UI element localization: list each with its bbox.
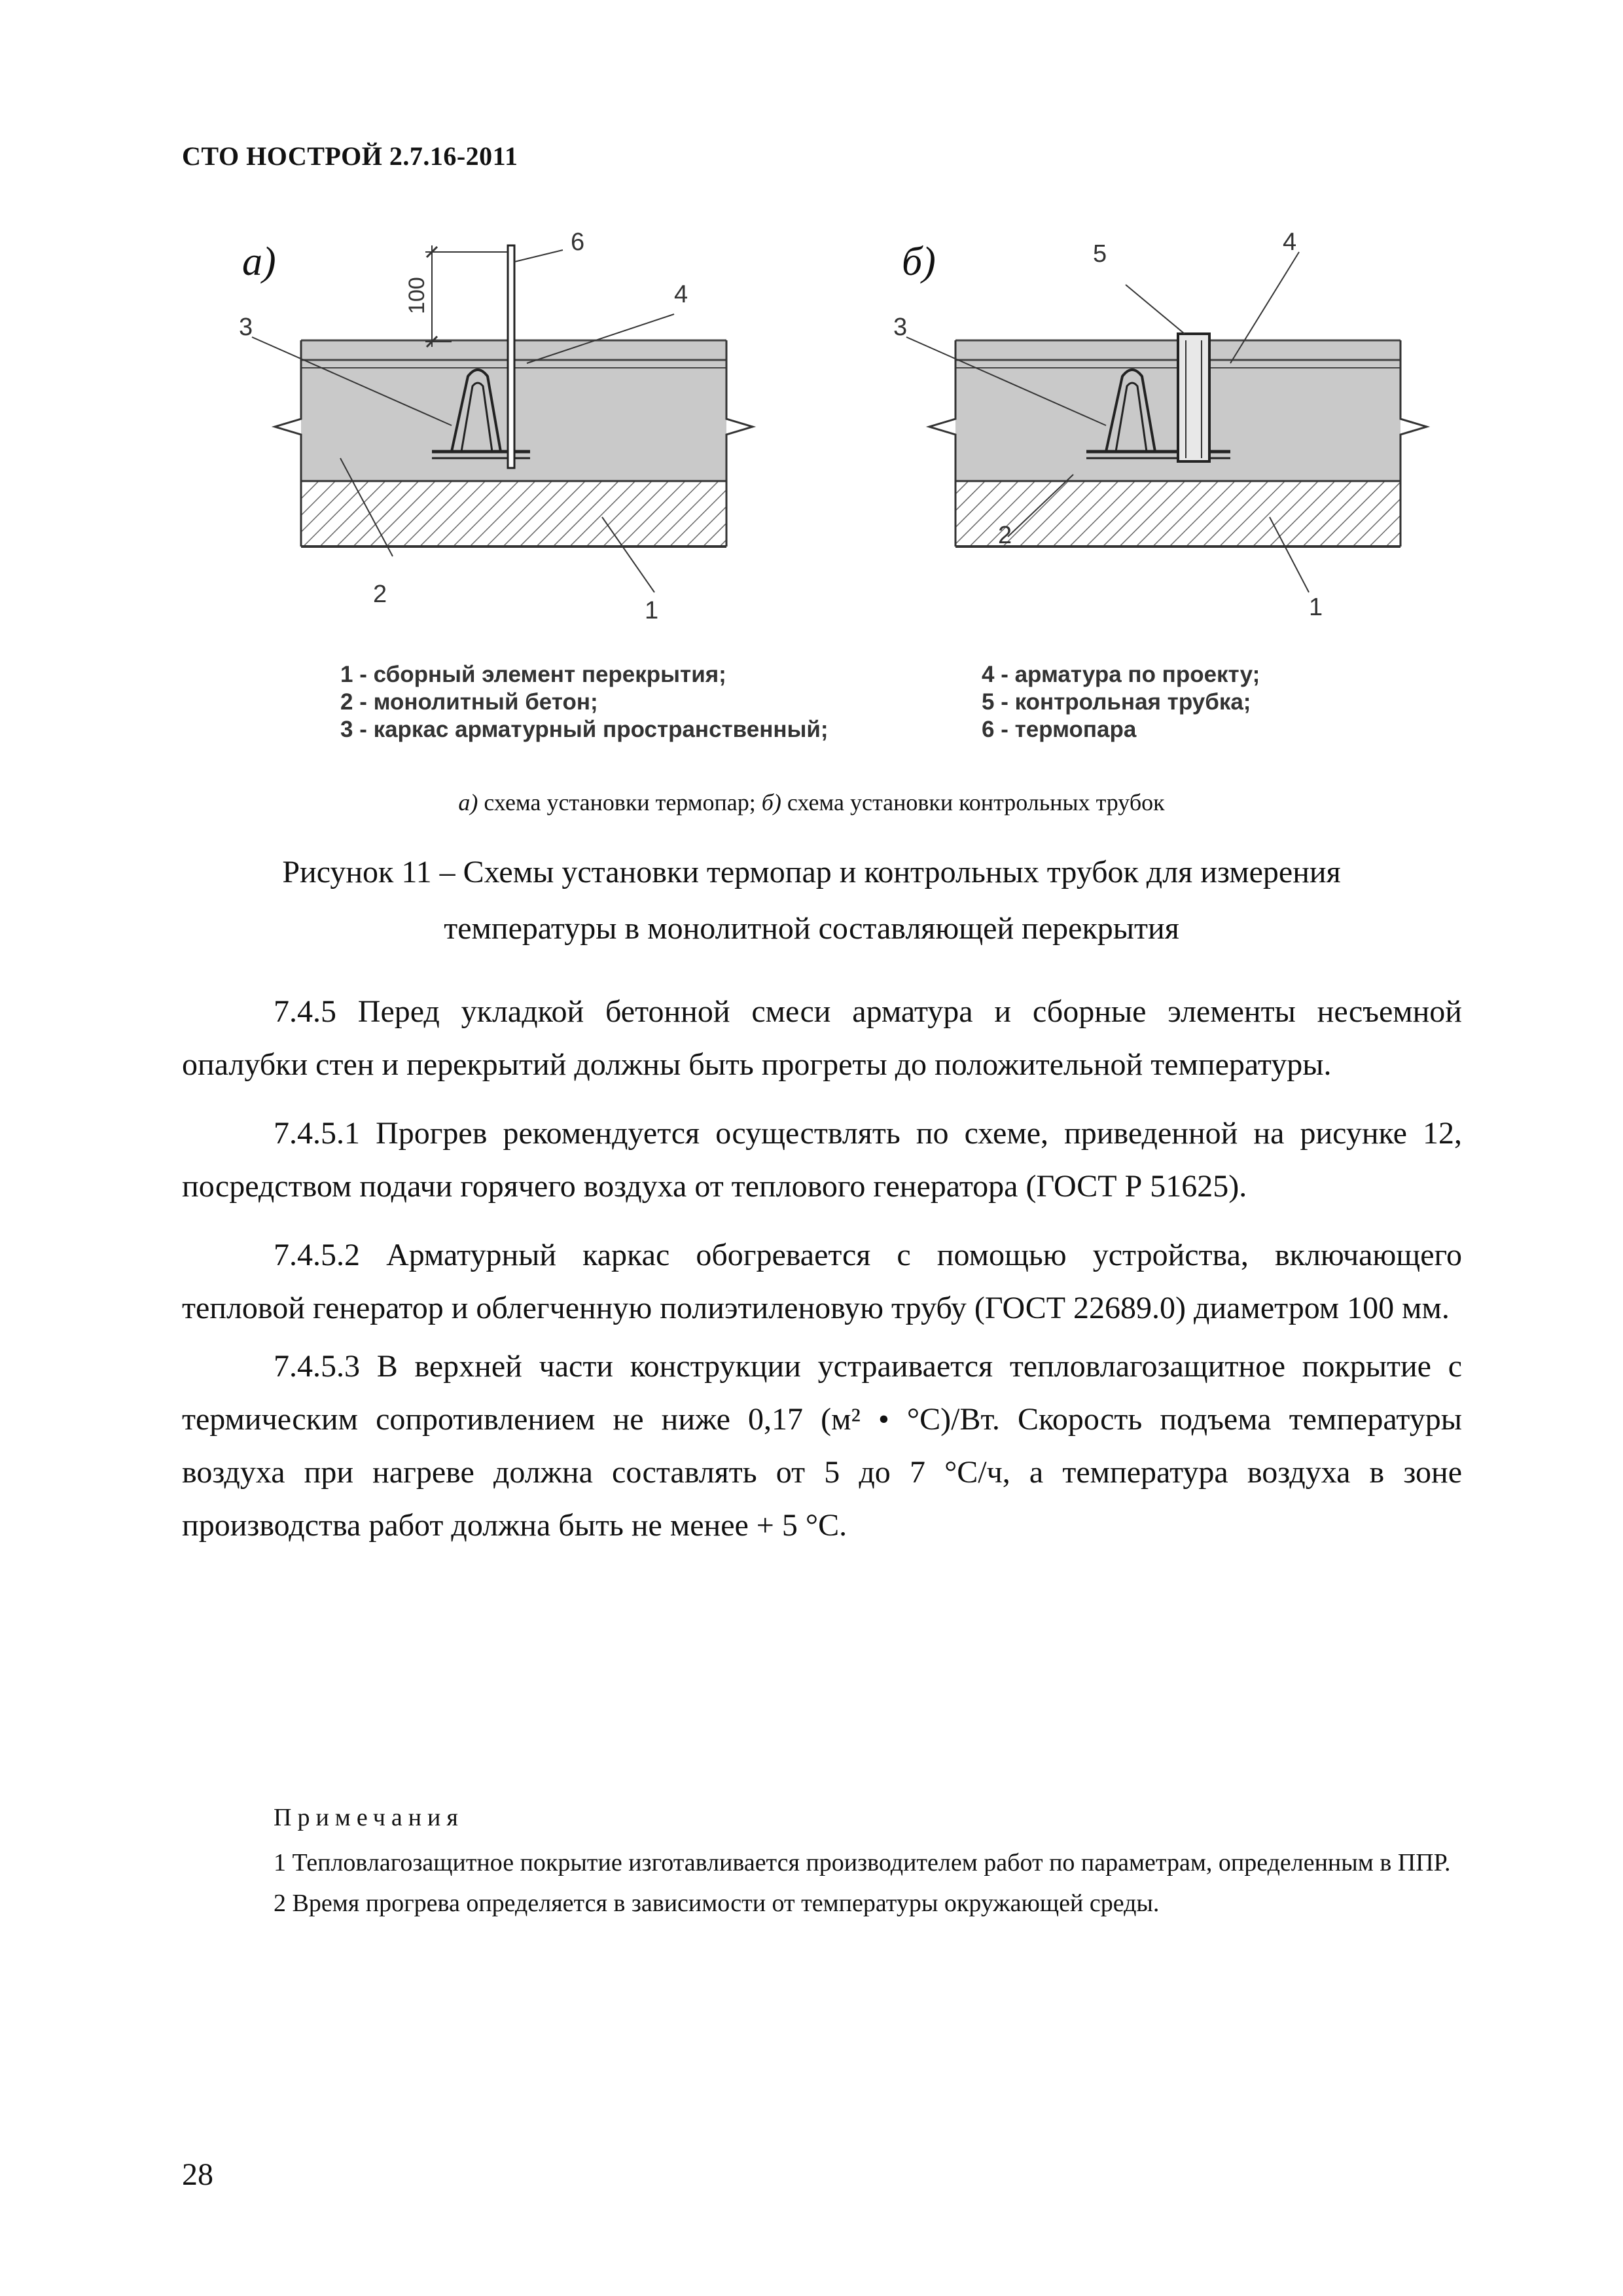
panel-a-thermocouple bbox=[508, 245, 514, 468]
legend-item-3: 3 - каркас арматурный пространственный; bbox=[340, 717, 829, 742]
legend-item-6: 6 - термопара bbox=[982, 717, 1137, 742]
legend-item-1: 1 - сборный элемент перекрытия; bbox=[340, 662, 726, 687]
figure-caption bbox=[131, 844, 1492, 957]
paragraph-7-4-5-2: 7.4.5.2 Арматурный каркас обогревается с помощью устройства, включающего тепловой генератор и облегченную полиэтиленовую трубу (ГОСТ 22689.0) диаметром 100 мм. bbox=[182, 1238, 1462, 1325]
figure-subcaption bbox=[0, 789, 1623, 816]
panel-a-callout-4: 4 bbox=[674, 281, 688, 308]
page-number: 28 bbox=[182, 2157, 213, 2192]
document-header: СТО НОСТРОЙ 2.7.16-2011 bbox=[182, 141, 518, 171]
panel-a-label: а) bbox=[242, 240, 276, 284]
legend-right bbox=[982, 661, 1260, 744]
body-text bbox=[182, 985, 1462, 1557]
figure-caption-line-2: температуры в монолитной составляющей перекрытия bbox=[444, 911, 1179, 946]
subcaption-a-text: схема установки термопар; bbox=[478, 789, 762, 816]
panel-b-callout-5: 5 bbox=[1093, 240, 1107, 268]
panel-b-callout-3: 3 bbox=[893, 314, 908, 341]
legend-left bbox=[340, 661, 829, 744]
legend-item-2: 2 - монолитный бетон; bbox=[340, 689, 598, 715]
panel-a-precast-element bbox=[301, 481, 726, 547]
panel-b-control-tube bbox=[1178, 334, 1209, 461]
dimension-100-label: 100 bbox=[404, 277, 429, 314]
notes bbox=[182, 1842, 1462, 1924]
panel-a-callout-1: 1 bbox=[645, 597, 659, 624]
paragraph-7-4-5-1: 7.4.5.1 Прогрев рекомендуется осуществлять по схеме, приведенной на рисунке 12, посредством подачи горячего воздуха от теплового генератора (ГОСТ Р 51625). bbox=[182, 1116, 1462, 1204]
panel-b-label: б) bbox=[902, 240, 936, 284]
panel-b-callout-1: 1 bbox=[1309, 594, 1323, 621]
legend-item-5: 5 - контрольная трубка; bbox=[982, 689, 1251, 715]
panel-b-callout-4: 4 bbox=[1283, 228, 1297, 256]
legend-item-4: 4 - арматура по проекту; bbox=[982, 662, 1260, 687]
paragraph-7-4-5-3: 7.4.5.3 В верхней части конструкции устраивается тепловлагозащитное покрытие с термическим сопротивлением не ниже 0,17 (м² • °С)/Вт. Скорость подъема температуры воздуха при нагреве должна составлять от 5 до 7 °С/ч, а температура воздуха в зоне производства работ должна быть не менее + 5 °С. bbox=[182, 1349, 1462, 1543]
subcaption-b-text: схема установки контрольных трубок bbox=[781, 789, 1165, 816]
panel-a-callout-2: 2 bbox=[373, 581, 387, 608]
panel-b-precast-element bbox=[955, 481, 1400, 547]
note-1: 1 Тепловлагозащитное покрытие изготавливается производителем работ по параметрам, определенным в ППР. bbox=[274, 1849, 1451, 1876]
panel-a-callout-6: 6 bbox=[571, 228, 585, 256]
figure-caption-line-1: Рисунок 11 – Схемы установки термопар и контрольных трубок для измерения bbox=[282, 855, 1341, 889]
subcaption-b-label: б) bbox=[761, 789, 781, 816]
note-2: 2 Время прогрева определяется в зависимости от температуры окружающей среды. bbox=[274, 1890, 1160, 1917]
paragraph-7-4-5: 7.4.5 Перед укладкой бетонной смеси арматура и сборные элементы несъемной опалубки стен и перекрытий должны быть прогреты до положительной температуры. bbox=[182, 994, 1462, 1082]
panel-b-drawing bbox=[906, 252, 1427, 592]
panel-b-callout-2: 2 bbox=[998, 522, 1012, 549]
notes-title: Примечания bbox=[274, 1804, 464, 1831]
subcaption-a-label: а) bbox=[458, 789, 478, 816]
panel-a-callout-3: 3 bbox=[239, 314, 253, 341]
